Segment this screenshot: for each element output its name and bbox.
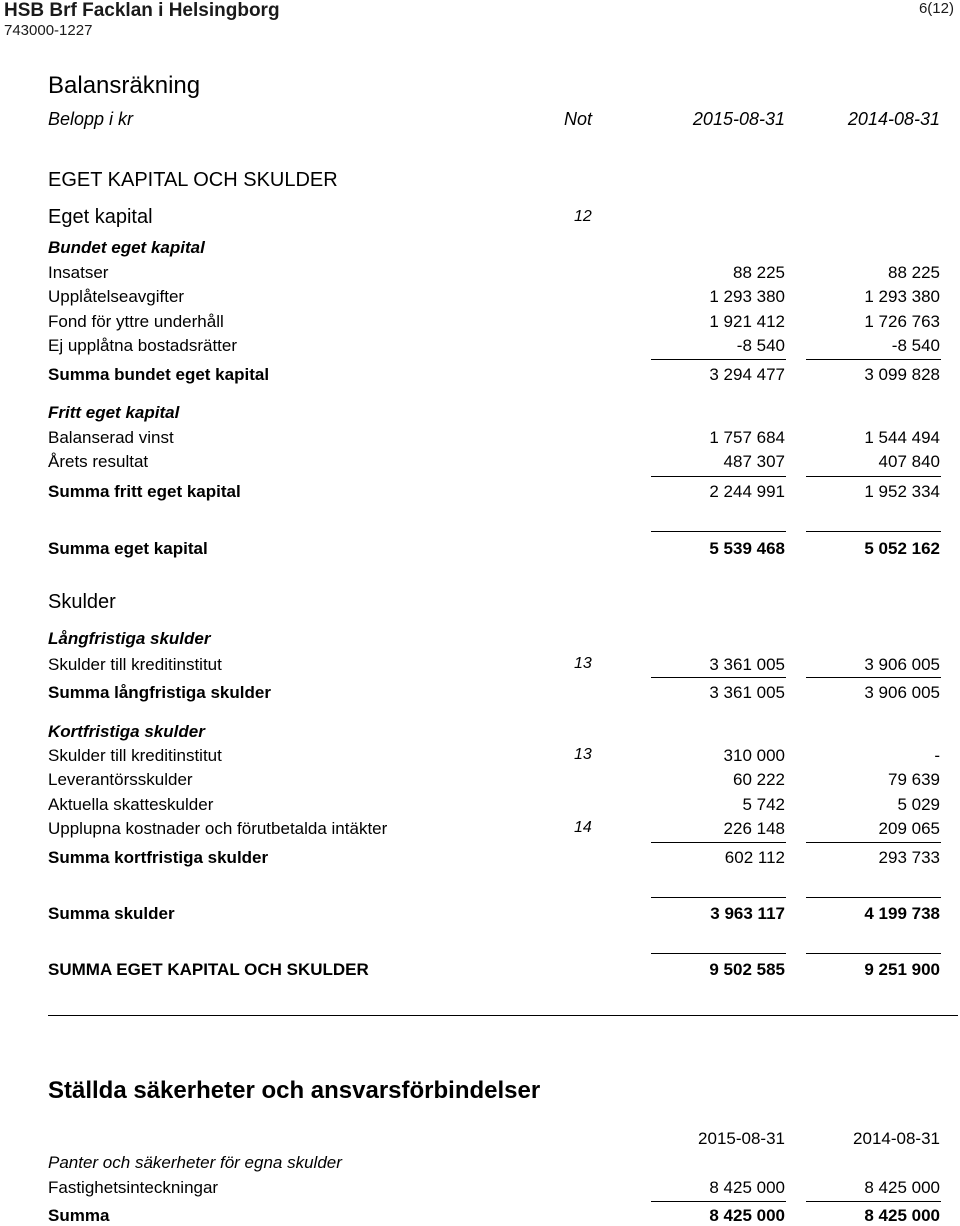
grand-total-label: SUMMA EGET KAPITAL OCH SKULDER xyxy=(48,960,369,979)
row-value-y1: 3 361 005 xyxy=(709,655,785,674)
row-label: Upplåtelseavgifter xyxy=(48,287,185,306)
amount-unit-header: Belopp i kr xyxy=(48,109,134,129)
row-value-y1: 60 222 xyxy=(733,770,785,789)
sum-line xyxy=(651,359,786,360)
page-title: Balansräkning xyxy=(48,72,201,99)
row-label: Skulder till kreditinstitut xyxy=(48,746,222,765)
organization-number: 743000-1227 xyxy=(4,22,93,39)
sum-line xyxy=(806,531,941,532)
organization-name: HSB Brf Facklan i Helsingborg xyxy=(4,0,280,21)
total-label: Summa eget kapital xyxy=(48,539,208,558)
row-label: Ej upplåtna bostadsrätter xyxy=(48,336,238,355)
sum-value-y1: 8 425 000 xyxy=(709,1206,785,1225)
pledged-subheading: Panter och säkerheter för egna skulder xyxy=(48,1153,342,1172)
unrestricted-equity-heading: Fritt eget kapital xyxy=(48,403,180,422)
long-term-heading: Långfristiga skulder xyxy=(48,629,211,648)
equity-note: 12 xyxy=(574,208,592,225)
sum-label: Summa bundet eget kapital xyxy=(48,365,270,384)
section-divider xyxy=(48,1015,958,1016)
year1-column-header: 2015-08-31 xyxy=(692,109,785,129)
year2-column-header: 2014-08-31 xyxy=(847,109,940,129)
row-label: Fond för yttre underhåll xyxy=(48,312,224,331)
sum-value-y2: 3 906 005 xyxy=(864,683,940,702)
section-title: EGET KAPITAL OCH SKULDER xyxy=(48,169,338,191)
total-label: Summa skulder xyxy=(48,904,175,923)
row-value-y2: - xyxy=(934,746,940,765)
row-value-y1: 487 307 xyxy=(723,452,785,471)
row-note: 13 xyxy=(574,655,592,672)
total-value-y1: 5 539 468 xyxy=(709,539,785,558)
sum-line xyxy=(651,953,786,954)
row-value-y1: 8 425 000 xyxy=(709,1178,785,1197)
sum-line xyxy=(651,842,786,843)
pledged-title: Ställda säkerheter och ansvarsförbindelser xyxy=(48,1077,541,1104)
row-value-y2: 407 840 xyxy=(878,452,940,471)
sum-value-y1: 3 294 477 xyxy=(709,365,785,384)
sum-line xyxy=(806,1201,941,1202)
row-value-y2: 79 639 xyxy=(888,770,940,789)
pledged-year2-header: 2014-08-31 xyxy=(853,1129,940,1148)
row-value-y1: 1 293 380 xyxy=(709,287,785,306)
row-note: 13 xyxy=(574,746,592,763)
row-label: Balanserad vinst xyxy=(48,428,174,447)
sum-value-y1: 2 244 991 xyxy=(709,482,785,501)
sum-line xyxy=(806,842,941,843)
sum-line xyxy=(651,897,786,898)
row-value-y2: 88 225 xyxy=(888,263,940,282)
page-number: 6(12) xyxy=(918,0,954,17)
sum-label: Summa långfristiga skulder xyxy=(48,683,271,702)
row-value-y1: 88 225 xyxy=(733,263,785,282)
sum-label: Summa kortfristiga skulder xyxy=(48,848,269,867)
total-value-y1: 3 963 117 xyxy=(710,904,785,923)
liabilities-heading: Skulder xyxy=(48,591,116,613)
row-value-y1: -8 540 xyxy=(736,336,785,355)
row-value-y2: -8 540 xyxy=(891,336,940,355)
row-value-y1: 226 148 xyxy=(723,819,785,838)
sum-line xyxy=(651,1201,786,1202)
sum-line xyxy=(651,531,786,532)
row-value-y1: 1 921 412 xyxy=(709,312,785,331)
row-value-y1: 310 000 xyxy=(723,746,785,765)
row-value-y2: 1 293 380 xyxy=(864,287,940,306)
note-column-header: Not xyxy=(564,109,593,129)
row-value-y2: 8 425 000 xyxy=(864,1178,940,1197)
sum-line xyxy=(651,677,786,678)
sum-value-y1: 602 112 xyxy=(724,848,785,867)
row-label: Fastighetsinteckningar xyxy=(48,1178,219,1197)
row-label: Insatser xyxy=(48,263,109,282)
restricted-equity-heading: Bundet eget kapital xyxy=(48,238,205,257)
total-value-y2: 5 052 162 xyxy=(864,539,940,558)
grand-total-value-y2: 9 251 900 xyxy=(864,960,940,979)
sum-line xyxy=(651,476,786,477)
row-value-y2: 209 065 xyxy=(878,819,940,838)
equity-heading: Eget kapital xyxy=(48,206,153,228)
row-value-y1: 5 742 xyxy=(742,795,785,814)
sum-line xyxy=(806,476,941,477)
sum-value-y1: 3 361 005 xyxy=(709,683,785,702)
sum-label: Summa xyxy=(48,1206,110,1225)
row-label: Upplupna kostnader och förutbetalda intäkter xyxy=(48,819,388,838)
grand-total-value-y1: 9 502 585 xyxy=(709,960,785,979)
row-label: Aktuella skatteskulder xyxy=(48,795,214,814)
row-label: Årets resultat xyxy=(48,452,149,471)
sum-value-y2: 293 733 xyxy=(878,848,940,867)
sum-value-y2: 8 425 000 xyxy=(864,1206,940,1225)
row-value-y1: 1 757 684 xyxy=(709,428,785,447)
sum-line xyxy=(806,359,941,360)
sum-value-y2: 3 099 828 xyxy=(864,365,940,384)
short-term-heading: Kortfristiga skulder xyxy=(48,722,205,741)
pledged-year1-header: 2015-08-31 xyxy=(698,1129,785,1148)
sum-line xyxy=(806,677,941,678)
row-note: 14 xyxy=(574,819,592,836)
row-label: Leverantörsskulder xyxy=(48,770,193,789)
sum-line xyxy=(806,953,941,954)
row-value-y2: 1 726 763 xyxy=(864,312,940,331)
sum-value-y2: 1 952 334 xyxy=(864,482,940,501)
sum-line xyxy=(806,897,941,898)
total-value-y2: 4 199 738 xyxy=(864,904,940,923)
row-value-y2: 5 029 xyxy=(897,795,940,814)
row-value-y2: 1 544 494 xyxy=(864,428,940,447)
sum-label: Summa fritt eget kapital xyxy=(48,482,241,501)
row-value-y2: 3 906 005 xyxy=(864,655,940,674)
row-label: Skulder till kreditinstitut xyxy=(48,655,222,674)
